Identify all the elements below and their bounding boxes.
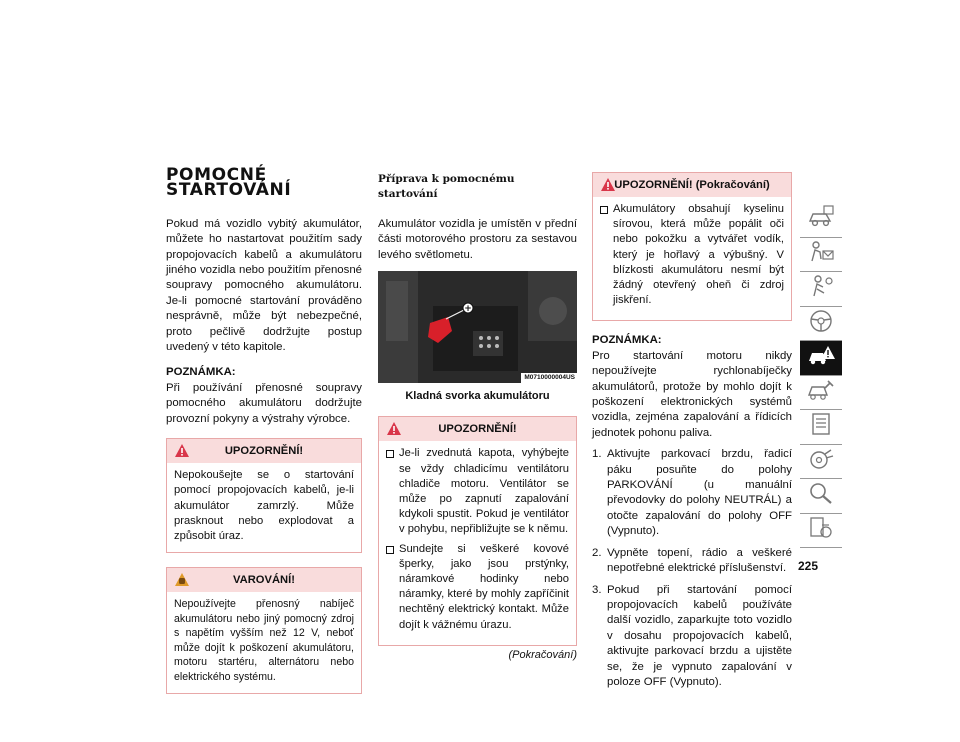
warning-body [379, 441, 576, 644]
image-code: M0710000004US [524, 374, 575, 382]
column-3 [592, 172, 792, 690]
specifications-icon [806, 411, 836, 442]
note-paragraph: Při používání přenosné soupravy pomocného akumulátoru dodržujte provozní pokyny a výstrahy výrobce. [166, 381, 362, 425]
page-number: 225 [798, 559, 819, 573]
safety-icon [806, 239, 836, 270]
battery-photo [378, 271, 577, 383]
tab-emergency[interactable] [800, 341, 842, 376]
step-number: 3. [592, 583, 602, 596]
checkbox-bullet-icon [600, 206, 608, 214]
step-item [592, 447, 792, 539]
section-title: POMOCNÉ STARTOVÁNÍ [166, 165, 292, 201]
warning-triangle-icon [174, 443, 190, 467]
step-number: 2. [592, 546, 602, 559]
warning-text: Nepoužívejte přenosný nabíječ akumulátoru nebo jiný pomocný zdroj s napětím vyšším než 12 V, neboť může dojít k poškození akumulátoru, motoru startéru, alternátoru nebo elektrického systému. [174, 598, 354, 684]
continued-label: (Pokračování) [508, 648, 577, 661]
warning-header [167, 439, 361, 463]
image-caption: Kladná svorka akumulátoru [405, 390, 550, 403]
checkbox-bullet-icon [386, 450, 394, 458]
steering-wheel-icon [806, 308, 836, 339]
bullet-text: Je-li zvednutá kapota, vyhýbejte se vždy chladicímu ventilátoru chladiče motoru. Ventilátor se může po zapnutí zapalování kdykoli spustit. Pokud je ventilátor v pohybu, nepřibližujte se k němu. [399, 447, 569, 536]
warning-box-fan [378, 416, 577, 645]
emergency-icon [806, 342, 836, 373]
tab-multimedia[interactable] [800, 445, 842, 480]
warning-bullet [386, 542, 569, 633]
warning-triangle-icon [386, 421, 402, 445]
step-item [592, 546, 792, 577]
chapter-tabs [800, 203, 842, 548]
tab-index[interactable] [800, 514, 842, 549]
note-heading: POZNÁMKA: [166, 366, 236, 379]
index-icon [806, 515, 836, 546]
battery-location-paragraph: Akumulátor vozidla je umístěn v přední části motorového prostoru za sestavou levého světlometu. [378, 217, 577, 261]
note-heading: POZNÁMKA: [592, 334, 662, 347]
warning-header [379, 417, 576, 441]
step-item [592, 583, 792, 691]
warning-box-caution [166, 438, 362, 553]
checkbox-bullet-icon [386, 546, 394, 554]
warning-text: Nepokoušejte se o startování pomocí propojovacích kabelů, je-li akumulátor zamrzlý. Může prasknout nebo explodovat a způsobit úraz. [174, 469, 354, 542]
warning-box-acid [592, 172, 792, 321]
warning-bullet [600, 202, 784, 308]
steps-list [592, 447, 792, 690]
step-text: Pokud při startování pomocí propojovacích kabelů používáte další vozidlo, zaparkujte toto vozidlo v dosahu propojovacích kabelů, aktivujte parkovací brzdu a ujistěte se, že je vypnuto zapalování v poloze OFF (Vypnuto). [607, 583, 792, 688]
vehicle-info-icon [806, 204, 836, 235]
subsection-title: Příprava k pomocnému startování [378, 173, 515, 201]
column-2 [378, 172, 577, 663]
tab-starting-driving[interactable] [800, 272, 842, 307]
warning-title: UPOZORNĚNÍ! [224, 445, 304, 458]
step-text: Vypněte topení, rádio a veškeré nepotřebné elektrické příslušenství. [607, 546, 792, 575]
note-paragraph: Pro startování motoru nikdy nepoužívejte rychlonabíječky akumulátorů, protože by mohlo dojít k poškození elektronických systémů vozidla, zejména zapalování a řídicích jednotek pohonu paliva. [592, 349, 792, 439]
tab-maintenance[interactable] [800, 376, 842, 411]
warning-box-danger [166, 567, 362, 694]
tab-safety[interactable] [800, 238, 842, 273]
column-1 [166, 165, 362, 694]
warning-bullet [386, 446, 569, 537]
warning-header [593, 173, 791, 197]
warning-title: VAROVÁNÍ! [233, 574, 295, 587]
svg-text:+: + [464, 304, 472, 315]
tab-search[interactable] [800, 479, 842, 514]
step-number: 1. [592, 448, 602, 461]
step-text: Aktivujte parkovací brzdu, řadicí páku posuňte do polohy PARKOVÁNÍ (u manuální převodovky do polohy NEUTRÁL) a otočte zapalování do polohy OFF (Vypnuto). [607, 448, 792, 538]
bullet-text: Akumulátory obsahují kyselinu sírovou, která může popálit oči nebo pokožku a vytvářet vodík, který je hořlavý a výbušný. V blízkosti akumulátoru nesmí být žádný otevřený oheň či zdroj jiskření. [613, 203, 784, 307]
multimedia-icon [806, 446, 836, 477]
tab-steering[interactable] [800, 307, 842, 342]
warning-title: UPOZORNĚNÍ! (Pokračování) [614, 179, 770, 191]
warning-body [593, 197, 791, 320]
maintenance-icon [806, 377, 836, 408]
bullet-text: Sundejte si veškeré kovové šperky, jako jsou prstýnky, náramkové hodinky nebo náramky, které by mohly zapříčinit nechtěný elektrický kontakt. Může dojít k vážnému úrazu. [399, 542, 569, 631]
tab-vehicle-info[interactable] [800, 203, 842, 238]
intro-paragraph: Pokud má vozidlo vybitý akumulátor, můžete ho nastartovat použitím sady propojovacích kabelů a akumulátoru jiného vozidla nebo použitím přenosné soupravy pomocného akumulátoru. Je-li pomocné startování prováděno nesprávně, může být nebezpečné, proto pečlivě dodržujte postup uvedený v této kapitole. [166, 217, 362, 354]
hand-warning-icon [174, 572, 190, 596]
tab-specifications[interactable] [800, 410, 842, 445]
search-icon [806, 480, 836, 511]
warning-header [167, 568, 361, 592]
warning-triangle-icon [600, 177, 616, 201]
starting-driving-icon [806, 273, 836, 304]
warning-title: UPOZORNĚNÍ! [438, 423, 517, 436]
